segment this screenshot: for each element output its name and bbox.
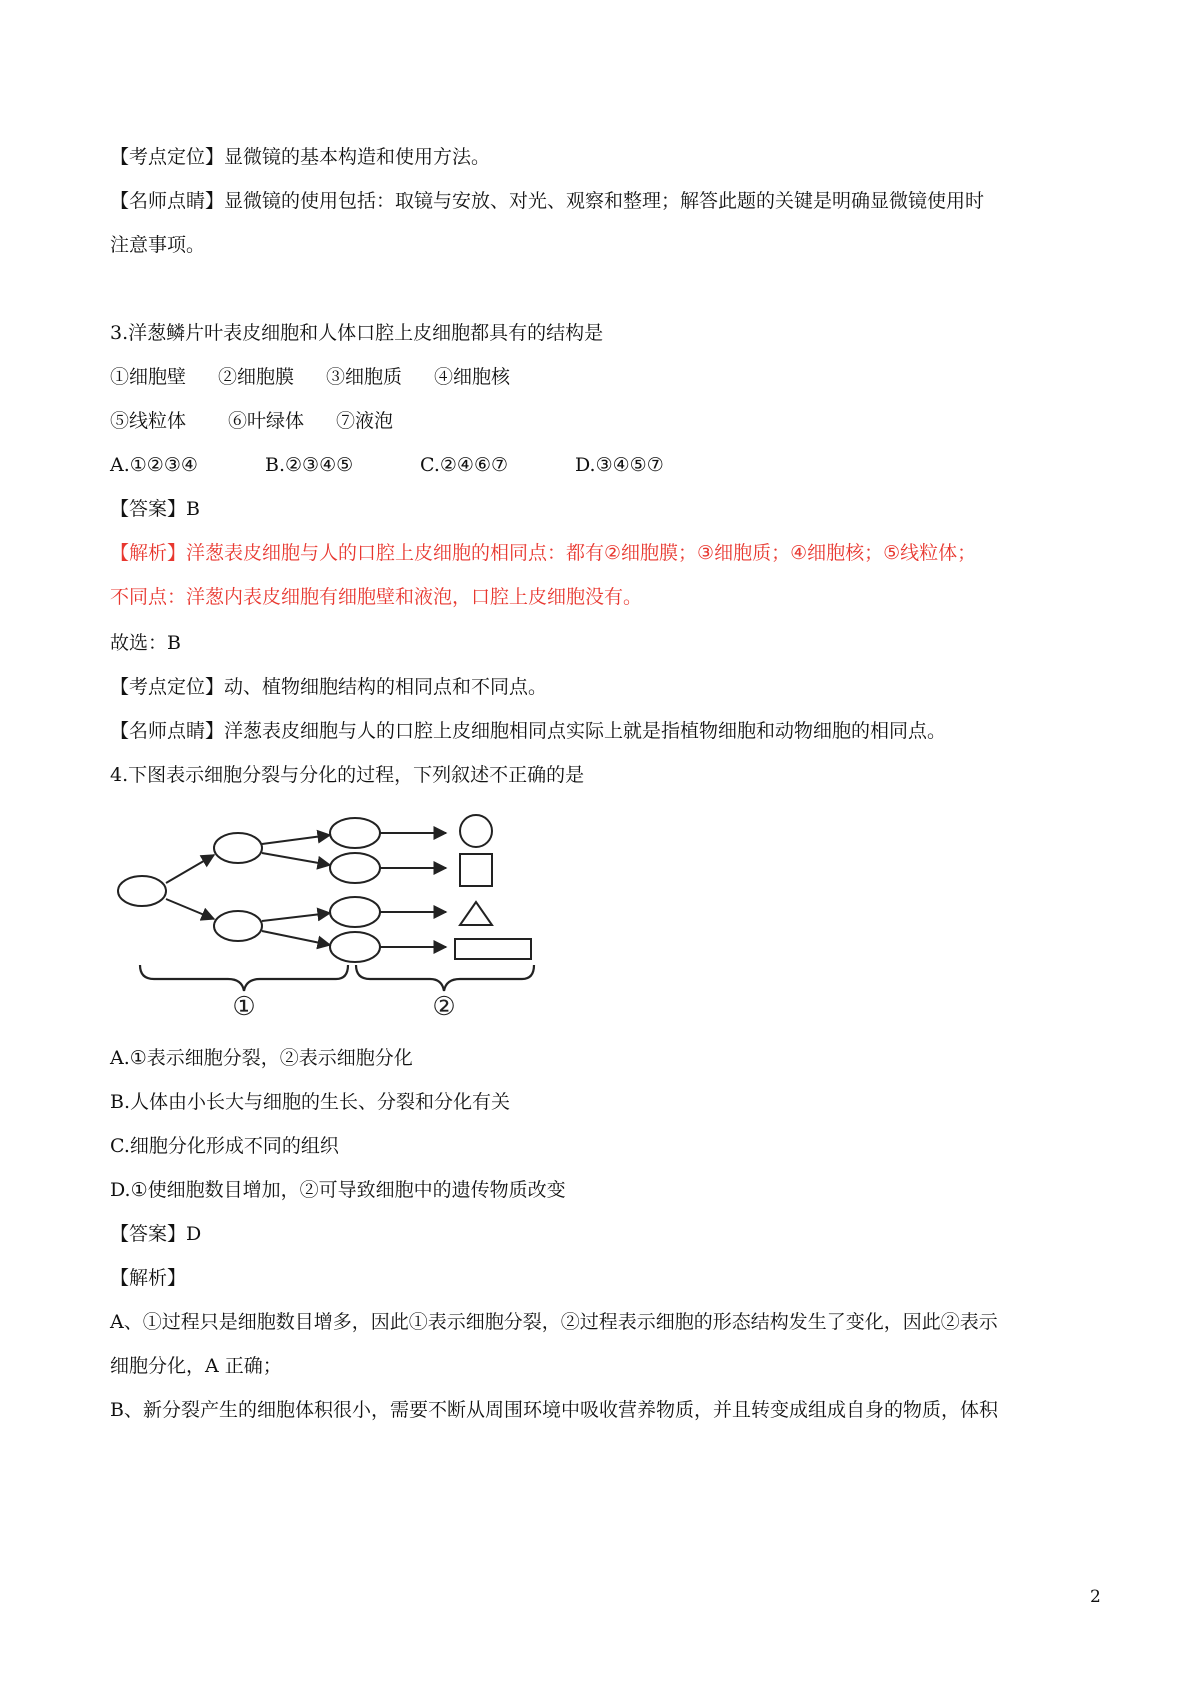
label-process-1: ① [232, 992, 256, 1022]
q3-option-d: D.③④⑤⑦ [575, 454, 664, 476]
daughter-cell-bottom [214, 911, 262, 941]
q3-option-a: A.①②③④ [110, 454, 198, 476]
arrow [166, 855, 214, 883]
q4-option-a: A.①表示细胞分裂，②表示细胞分化 [110, 1047, 413, 1069]
granddaughter-cell-2 [330, 853, 380, 883]
tissue-square-shape [460, 854, 492, 886]
q3-kaodian: 【考点定位】动、植物细胞结构的相同点和不同点。 [110, 676, 548, 698]
q4-stem: 4.下图表示细胞分裂与分化的过程，下列叙述不正确的是 [110, 764, 585, 786]
q3-items-row1 [110, 365, 510, 389]
q3-option-c: C.②④⑥⑦ [420, 454, 509, 476]
tissue-circle-shape [460, 815, 492, 847]
q3-item: ①细胞壁 [110, 366, 187, 388]
q3-item: ②细胞膜 [218, 366, 295, 388]
q4-jiexi-title: 【解析】 [110, 1267, 187, 1289]
q3-item: ⑥叶绿体 [228, 410, 305, 432]
q4-option-c: C.细胞分化形成不同的组织 [110, 1135, 339, 1157]
q3-jiexi-line2: 不同点：洋葱内表皮细胞有细胞壁和液泡，口腔上皮细胞没有。 [110, 586, 643, 608]
mother-cell [118, 876, 166, 906]
label-process-2: ② [432, 992, 456, 1022]
q4-option-d: D.①使细胞数目增加，②可导致细胞中的遗传物质改变 [110, 1179, 566, 1201]
prev-kaodian: 【考点定位】显微镜的基本构造和使用方法。 [110, 146, 491, 168]
q3-answer: 【答案】B [110, 498, 200, 520]
q3-items-row2 [110, 409, 393, 433]
q3-item: ⑦液泡 [336, 410, 394, 432]
arrow [262, 931, 330, 945]
prev-mingshi-line1: 【名师点睛】显微镜的使用包括：取镜与安放、对光、观察和整理；解答此题的关键是明确显微镜使用时 [110, 190, 985, 212]
prev-mingshi-line2: 注意事项。 [110, 234, 206, 256]
tissue-triangle-shape [460, 902, 492, 925]
arrow [262, 913, 330, 921]
q3-stem: 3.洋葱鳞片叶表皮细胞和人体口腔上皮细胞都具有的结构是 [110, 322, 604, 344]
q3-item: ③细胞质 [326, 366, 403, 388]
q3-choice: 故选：B [110, 632, 181, 654]
granddaughter-cell-1 [330, 818, 380, 848]
q4-option-b: B.人体由小长大与细胞的生长、分裂和分化有关 [110, 1091, 511, 1113]
granddaughter-cell-4 [330, 932, 380, 962]
tissue-rectangle-shape [455, 939, 531, 959]
brace-1 [140, 965, 348, 991]
arrow [166, 899, 214, 919]
q3-jiexi-line1: 【解析】洋葱表皮细胞与人的口腔上皮细胞的相同点：都有②细胞膜；③细胞质；④细胞核；⑤线粒体； [110, 542, 977, 564]
brace-2 [356, 965, 534, 991]
daughter-cell-top [214, 833, 262, 863]
q4-jiexi-a-line2: 细胞分化，A 正确； [110, 1355, 282, 1377]
q4-jiexi-b-line1: B、新分裂产生的细胞体积很小，需要不断从周围环境中吸收营养物质，并且转变成组成自身的物质，体积 [110, 1399, 998, 1421]
q3-item: ④细胞核 [434, 366, 511, 388]
arrow [262, 853, 330, 865]
q3-mingshi: 【名师点睛】洋葱表皮细胞与人的口腔上皮细胞相同点实际上就是指植物细胞和动物细胞的相同点。 [110, 720, 947, 742]
cell-division-diagram [110, 805, 570, 1025]
q4-jiexi-a-line1: A、①过程只是细胞数目增多，因此①表示细胞分裂，②过程表示细胞的形态结构发生了变化，因此②表示 [110, 1311, 998, 1333]
page-number: 2 [1090, 1587, 1101, 1607]
q3-item: ⑤线粒体 [110, 410, 187, 432]
granddaughter-cell-3 [330, 897, 380, 927]
q4-answer: 【答案】D [110, 1223, 202, 1245]
arrow [262, 835, 330, 844]
q3-options [110, 453, 664, 477]
q3-option-b: B.②③④⑤ [265, 454, 354, 476]
